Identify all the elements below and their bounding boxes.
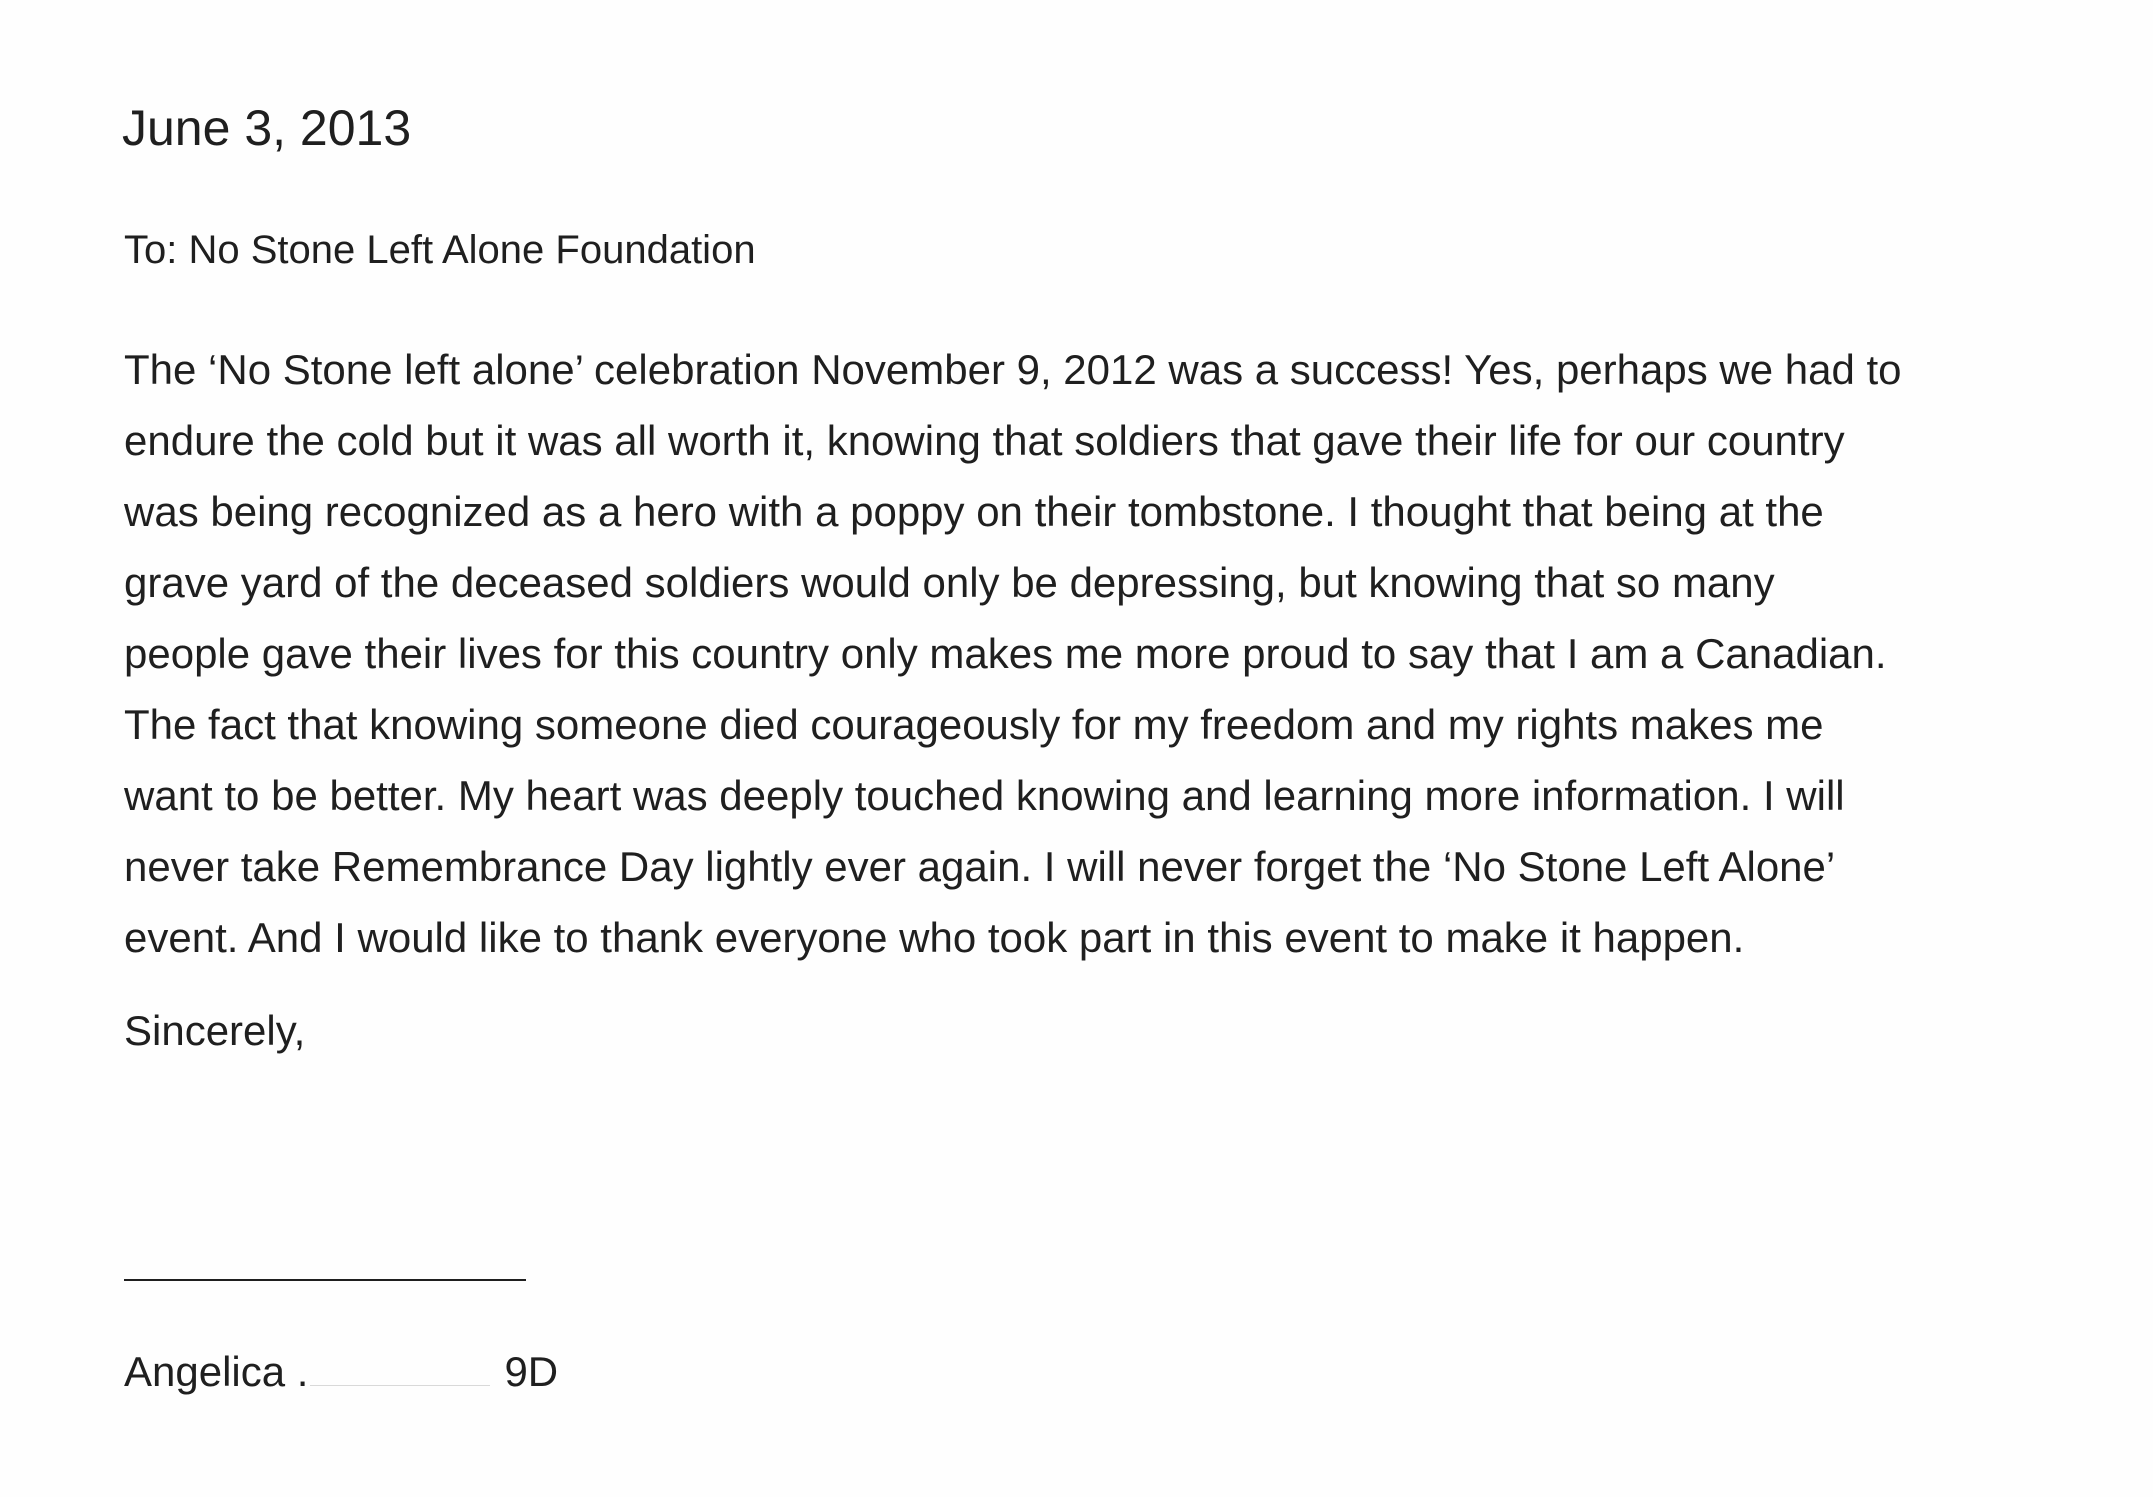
letter-closing: Sincerely,	[124, 1007, 306, 1054]
body-line: want to be better. My heart was deeply touched knowing and learning more information. I will	[124, 772, 1845, 819]
signer-class: 9D	[504, 1348, 559, 1395]
body-line: never take Remembrance Day lightly ever again. I will never forget the ‘No Stone Left Alone’	[124, 843, 1836, 890]
signature-line	[124, 1279, 526, 1281]
body-line: The fact that knowing someone died courageously for my freedom and my rights makes me	[124, 701, 1824, 748]
body-line: endure the cold but it was all worth it, knowing that soldiers that gave their life for our country	[124, 417, 1845, 464]
body-line: event. And I would like to thank everyone who took part in this event to make it happen.	[124, 914, 1745, 961]
letter-date: June 3, 2013	[122, 100, 412, 156]
redacted-surname	[310, 1381, 490, 1386]
body-line: was being recognized as a hero with a poppy on their tombstone. I thought that being at the	[124, 488, 1824, 535]
signer-block	[124, 1344, 558, 1400]
body-line: The ‘No Stone left alone’ celebration November 9, 2012 was a success! Yes, perhaps we had to	[124, 346, 1902, 393]
body-line: grave yard of the deceased soldiers would only be depressing, but knowing that so many	[124, 559, 1775, 606]
letter-recipient: To: No Stone Left Alone Foundation	[124, 228, 756, 272]
letter-body	[124, 334, 1902, 973]
signer-name: Angelica .	[124, 1348, 309, 1395]
body-line: people gave their lives for this country only makes me more proud to say that I am a Canadian.	[124, 630, 1887, 677]
